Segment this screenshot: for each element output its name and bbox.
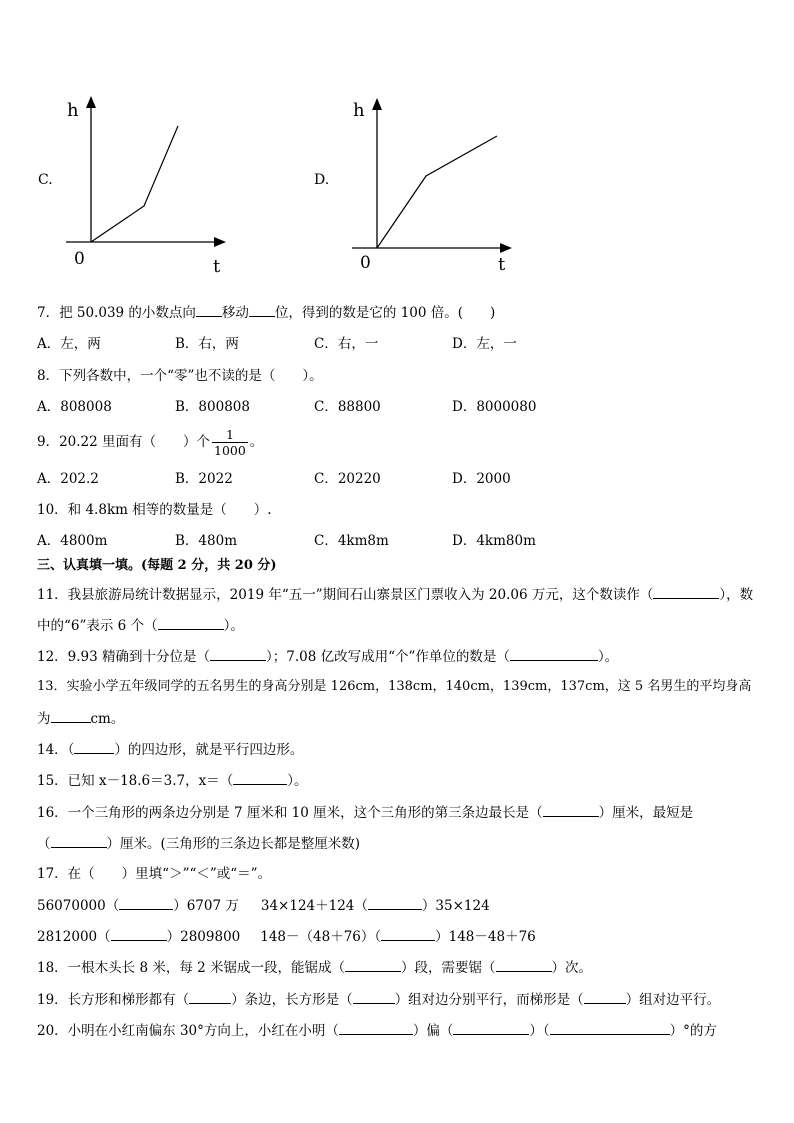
answer-blank[interactable] <box>158 615 224 630</box>
answer-blank[interactable] <box>249 302 275 317</box>
question-20: 20．小明在小红南偏东 30°方向上，小红在小明（ ）偏（ ）（ ）°的方 <box>37 1020 717 1041</box>
question-10: 10．和 4.8km 相等的数量是（ ）. <box>37 502 272 518</box>
answer-blank[interactable] <box>339 1020 413 1035</box>
q8-option-b[interactable]: B．800808 <box>175 399 250 415</box>
q8-option-a[interactable]: A．808008 <box>37 399 112 415</box>
q7-option-b[interactable]: B．右，两 <box>175 336 239 352</box>
graph-c-origin: 0 <box>74 249 85 269</box>
question-17-row2: 2812000（ ）2809800 148－（48＋76）（ ）148－48＋76 <box>37 926 536 947</box>
answer-blank[interactable] <box>653 584 719 599</box>
question-18: 18．一根木头长 8 米，每 2 米锯成一段，能锯成（ ）段，需要锯（ ）次。 <box>37 957 592 978</box>
graph-d-axis-t: t <box>498 254 506 275</box>
q9-option-a[interactable]: A．202.2 <box>37 471 99 487</box>
question-14: 14．（ ）的四边形，就是平行四边形。 <box>37 739 303 760</box>
q7-option-d[interactable]: D．左，一 <box>452 336 517 352</box>
graph-d-x-arrow <box>500 243 512 253</box>
answer-blank[interactable] <box>381 926 435 941</box>
graph-d-curve <box>377 136 497 248</box>
q10-option-a[interactable]: A．4800m <box>37 533 108 549</box>
question-8: 8．下列各数中，一个“零”也不读的是（ ）。 <box>37 368 323 384</box>
graph-c-axis-h: h <box>67 100 79 121</box>
graph-c-curve <box>91 126 178 242</box>
option-d-label: D. <box>314 172 330 188</box>
answer-blank[interactable] <box>196 302 222 317</box>
answer-blank[interactable] <box>111 926 167 941</box>
answer-blank[interactable] <box>496 957 552 972</box>
answer-blank[interactable] <box>119 895 173 910</box>
question-19: 19．长方形和梯形都有（ ）条边，长方形是（ ）组对边分别平行，而梯形是（ ）组对边平行。 <box>37 989 720 1010</box>
graph-d-axis-h: h <box>353 100 365 121</box>
graph-c-x-arrow <box>214 237 226 247</box>
answer-blank[interactable] <box>543 802 599 817</box>
section-3-title: 三、认真填一填。(每题 2 分，共 20 分) <box>37 558 277 573</box>
graph-d-y-arrow <box>372 98 382 110</box>
question-15: 15．已知 x－18.6＝3.7，x＝（ ）。 <box>37 770 307 791</box>
question-12: 12．9.93 精确到十分位是（ ）；7.08 亿改写成用“个”作单位的数是（ ）。 <box>37 646 618 667</box>
answer-blank[interactable] <box>353 989 395 1004</box>
question-16-line2: （ ）厘米。(三角形的三条边长都是整厘米数) <box>37 833 360 854</box>
question-7: 7．把 50.039 的小数点向 移动 位，得到的数是它的 100 倍。( ) <box>37 302 495 323</box>
answer-blank[interactable] <box>453 1020 529 1035</box>
answer-blank[interactable] <box>368 895 422 910</box>
question-13-line2: 为 cm。 <box>37 708 124 729</box>
question-16-line1: 16．一个三角形的两条边分别是 7 厘米和 10 厘米，这个三角形的第三条边最长是（ ）厘米，最短是 <box>37 802 693 823</box>
q9-option-d[interactable]: D．2000 <box>452 471 511 487</box>
q8-option-c[interactable]: C．88800 <box>314 399 381 415</box>
q10-option-b[interactable]: B．480m <box>175 533 237 549</box>
graph-c-axis-t: t <box>213 256 221 277</box>
answer-blank[interactable] <box>345 957 401 972</box>
graph-c-svg <box>60 92 240 282</box>
graph-d-origin: 0 <box>360 253 371 273</box>
q10-option-d[interactable]: D．4km80m <box>452 533 536 549</box>
q7-option-c[interactable]: C．右，一 <box>314 336 379 352</box>
answer-blank[interactable] <box>51 833 107 848</box>
q7-option-a[interactable]: A．左，两 <box>37 336 101 352</box>
answer-blank[interactable] <box>210 646 266 661</box>
graph-c <box>60 92 240 282</box>
question-9: 9．20.22 里面有（ ）个 $\frac{1}{1000}$ 。 <box>37 427 264 458</box>
answer-blank[interactable] <box>51 708 91 723</box>
question-11-line2: 中的“6”表示 6 个（ ）。 <box>37 615 244 636</box>
answer-blank[interactable] <box>584 989 626 1004</box>
question-17-row1: 56070000（ ）6707 万 34×124＋124（ ）35×124 <box>37 895 490 916</box>
answer-blank[interactable] <box>74 739 114 754</box>
graph-d <box>346 92 526 282</box>
q9-option-c[interactable]: C．20220 <box>314 471 381 487</box>
graph-c-y-arrow <box>86 96 96 108</box>
option-c-label: C. <box>38 172 53 188</box>
q9-option-b[interactable]: B．2022 <box>175 471 233 487</box>
question-13-line1: 13．实验小学五年级同学的五名男生的身高分别是 126cm，138cm，140cm，139cm，137cm，这 5 名男生的平均身高 <box>37 679 752 694</box>
answer-blank[interactable] <box>510 646 598 661</box>
q10-option-c[interactable]: C．4km8m <box>314 533 389 549</box>
question-17: 17．在（ ）里填“＞”“＜”或“＝”。 <box>37 866 272 882</box>
question-11-line1: 11．我县旅游局统计数据显示，2019 年“五一”期间石山寨景区门票收入为 20.06 万元，这个数读作（ ），数 <box>37 584 753 605</box>
answer-blank[interactable] <box>550 1020 670 1035</box>
q8-option-d[interactable]: D．8000080 <box>452 399 537 415</box>
graph-d-svg <box>346 92 526 282</box>
answer-blank[interactable] <box>189 989 231 1004</box>
fraction-one-thousandth: $\frac{1}{1000}$ <box>214 427 246 458</box>
answer-blank[interactable] <box>233 770 287 785</box>
